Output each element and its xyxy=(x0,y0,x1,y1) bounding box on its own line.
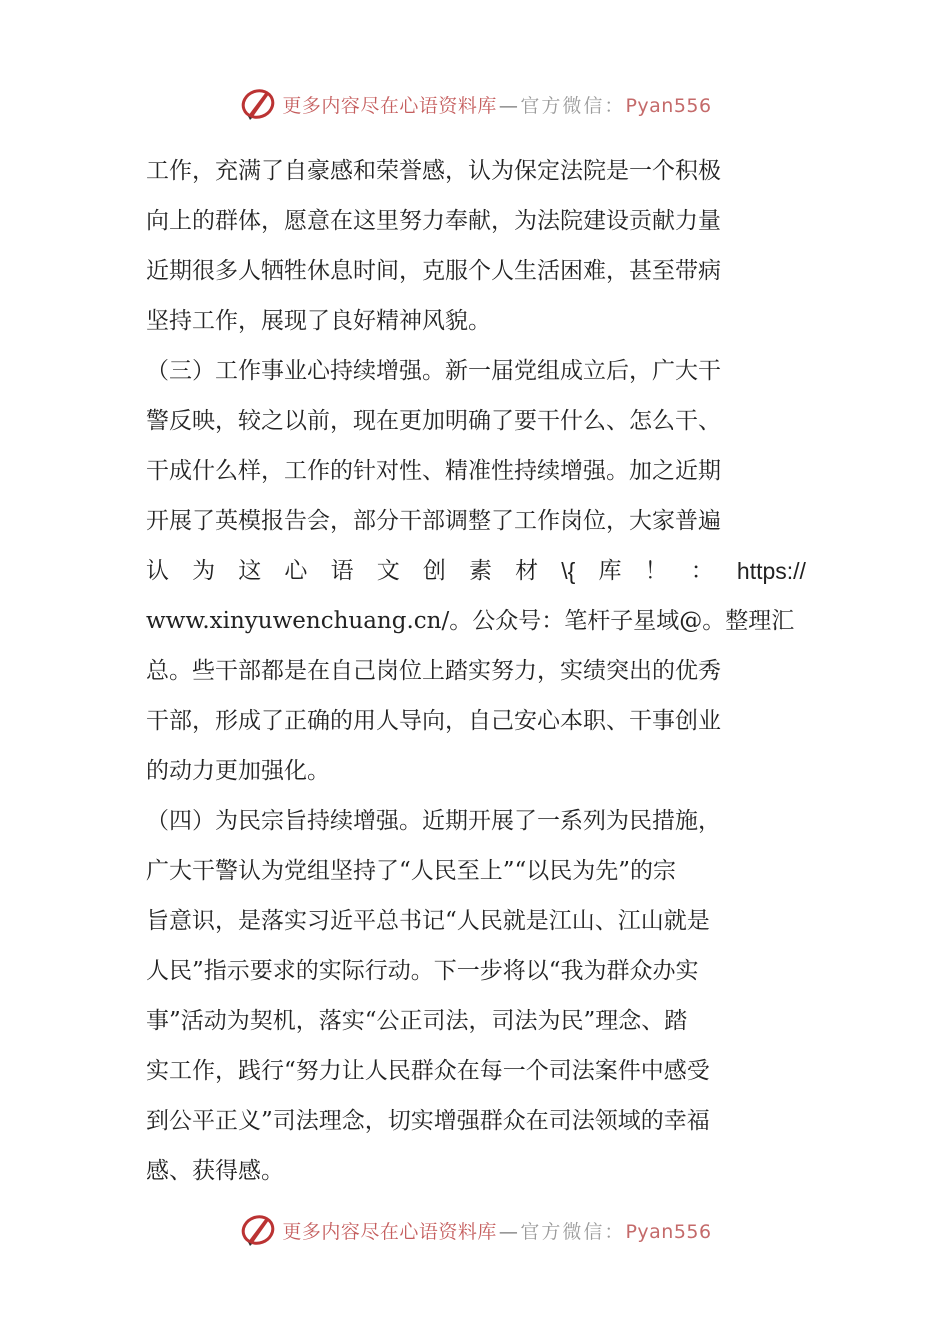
body-line: 广大干警认为党组坚持了“人民至上”“以民为先”的宗 xyxy=(146,858,677,884)
spaced-char: 为 xyxy=(192,558,216,584)
watermark-wechat-id: Pyan556 xyxy=(625,1220,712,1243)
body-line: 工作，充满了自豪感和荣誉感，认为保定法院是一个积极 xyxy=(146,158,721,184)
spaced-char: 文 xyxy=(376,558,400,584)
body-line: 实工作，践行“努力让人民群众在每一个司法案件中感受 xyxy=(146,1058,710,1084)
body-line: 人民”指示要求的实际行动。下一步将以“我为群众办实 xyxy=(146,958,699,984)
spaced-char: 认 xyxy=(146,558,169,584)
section-heading-line: （三）工作事业心持续增强。新一届党组成立后，广大干 xyxy=(146,358,721,384)
body-line: 干成什么样，工作的针对性、精准性持续增强。加之近期 xyxy=(146,458,721,484)
watermark-banner-top xyxy=(0,82,950,126)
watermark-brand: 更多内容尽在心语资料库 xyxy=(282,94,497,117)
spaced-char: 素 xyxy=(468,558,492,584)
watermark-wechat-id: Pyan556 xyxy=(625,94,712,117)
body-line: 感、获得感。 xyxy=(146,1158,284,1184)
body-line: 干部，形成了正确的用人导向，自己安心本职、干事创业 xyxy=(146,708,721,734)
spaced-char: 这 xyxy=(238,558,262,584)
spaced-char: 语 xyxy=(330,558,354,584)
body-line: 事”活动为契机，落实“公正司法，司法为民”理念、踏 xyxy=(146,1008,688,1034)
spaced-char: 心 xyxy=(284,558,308,584)
body-line: 坚持工作，展现了良好精神风貌。 xyxy=(146,308,491,334)
body-line: 警反映，较之以前，现在更加明确了要干什么、怎么干、 xyxy=(146,408,721,434)
body-line: 到公平正义”司法理念，切实增强群众在司法领域的幸福 xyxy=(146,1108,710,1134)
section-heading-line: （四）为民宗旨持续增强。近期开展了一系列为民措施， xyxy=(146,808,721,834)
body-line: 总。些干部都是在自己岗位上踏实努力，实绩突出的优秀 xyxy=(146,658,721,684)
watermark-text xyxy=(282,1217,711,1244)
spaced-char: 库 xyxy=(598,558,622,584)
pen-logo-icon xyxy=(238,1210,278,1250)
document-body xyxy=(146,146,806,1196)
url-fragment: https:// xyxy=(736,558,806,584)
spaced-char: \{ xyxy=(561,558,576,584)
body-line: 近期很多人牺牲休息时间，克服个人生活困难，甚至带病 xyxy=(146,258,721,284)
body-line: 开展了英模报告会，部分干部调整了工作岗位，大家普遍 xyxy=(146,508,721,534)
watermark-official-label: 官方微信： xyxy=(520,1220,626,1243)
watermark-text xyxy=(282,91,711,118)
pen-logo-icon xyxy=(238,84,278,124)
body-line: 向上的群体，愿意在这里努力奉献，为法院建设贡献力量 xyxy=(146,208,721,234)
body-line: www.xinyuwenchuang.cn/。公众号：笔杆子星域@。整理汇 xyxy=(146,608,795,634)
watermark-dash: — xyxy=(498,94,519,117)
spaced-body-line xyxy=(146,546,806,596)
watermark-brand: 更多内容尽在心语资料库 xyxy=(282,1220,497,1243)
spaced-char: ： xyxy=(690,558,714,584)
watermark-banner-bottom xyxy=(0,1208,950,1252)
spaced-char: 创 xyxy=(422,558,446,584)
body-line: 的动力更加强化。 xyxy=(146,758,330,784)
spaced-char: ！ xyxy=(644,558,668,584)
watermark-dash: — xyxy=(498,1220,519,1243)
spaced-char: 材 xyxy=(515,558,539,584)
watermark-official-label: 官方微信： xyxy=(520,94,626,117)
body-line: 旨意识，是落实习近平总书记“人民就是江山、江山就是 xyxy=(146,908,710,934)
